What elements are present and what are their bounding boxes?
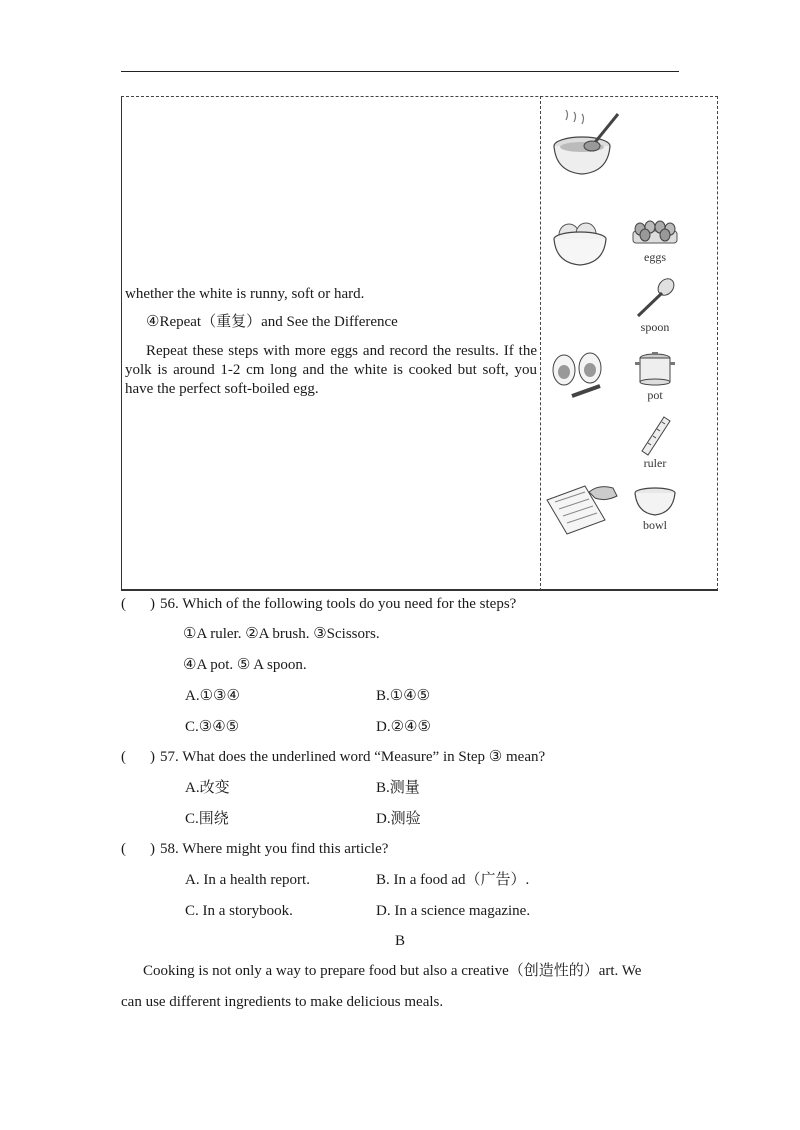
- q57-option-a[interactable]: A.改变: [185, 780, 230, 796]
- section-b-line1: Cooking is not only a way to prepare food but also a creative（创造性的）art. We: [143, 963, 642, 979]
- section-b-line2: can use different ingredients to make delicious meals.: [121, 994, 444, 1010]
- box-top-dashed-border: [121, 96, 718, 97]
- q57-answer-paren-close: ): [150, 749, 155, 765]
- step4-heading: ④Repeat（重复）and See the Difference: [146, 314, 398, 330]
- pot-label: pot: [647, 388, 663, 402]
- q57-stem: 57. What does the underlined word “Measure” in Step ③ mean?: [160, 749, 546, 765]
- q56-option-a[interactable]: A.①③④: [185, 688, 240, 704]
- q58-answer-paren-open: (: [121, 841, 126, 857]
- eggs-label: eggs: [644, 250, 666, 264]
- box-bottom-border: [121, 590, 718, 591]
- bowl-icon: [632, 486, 678, 518]
- q56-option-b[interactable]: B.①④⑤: [376, 688, 431, 704]
- q58-stem: 58. Where might you find this article?: [160, 841, 389, 857]
- spoon-label: spoon: [640, 320, 670, 334]
- passage-line: whether the white is runny, soft or hard.: [125, 286, 365, 302]
- q58-option-d[interactable]: D. In a science magazine.: [376, 903, 531, 919]
- q57-option-c[interactable]: C.围绕: [185, 811, 229, 827]
- q58-option-c[interactable]: C. In a storybook.: [185, 903, 293, 919]
- q56-answer-paren-open: (: [121, 596, 126, 612]
- header-rule: [121, 71, 679, 72]
- ruler-label: ruler: [643, 456, 667, 470]
- bowl-of-eggs-icon: [552, 215, 608, 267]
- q56-stem: 56. Which of the following tools do you need for the steps?: [160, 596, 517, 612]
- step4-body: Repeat these steps with more eggs and record the results. If the yolk is around 1-2 cm long and the white is cooked but soft, you have the perfect soft-boiled egg.: [125, 343, 537, 397]
- q56-answer-paren-close: ): [150, 596, 155, 612]
- q57-option-d[interactable]: D.测验: [376, 811, 421, 827]
- q58-option-b[interactable]: B. In a food ad（广告）.: [376, 872, 530, 888]
- q56-tool-list-1: ①A ruler. ②A brush. ③Scissors.: [183, 626, 380, 642]
- bowl-label: bowl: [643, 518, 667, 532]
- box-divider-dashed: [540, 96, 541, 591]
- q58-answer-paren-close: ): [150, 841, 155, 857]
- soup-pot-spoon-icon: [552, 110, 622, 178]
- section-b-label: B: [395, 933, 406, 949]
- q58-option-a[interactable]: A. In a health report.: [185, 872, 310, 888]
- q56-tool-list-2: ④A pot. ⑤ A spoon.: [183, 657, 307, 673]
- box-right-dashed-border: [717, 96, 718, 591]
- notebook-writing-icon: [545, 480, 621, 536]
- spoon-icon: [632, 278, 678, 318]
- eggs-carton-icon: [630, 215, 680, 247]
- q57-option-b[interactable]: B.测量: [376, 780, 420, 796]
- ruler-icon: [640, 416, 672, 456]
- q57-answer-paren-open: (: [121, 749, 126, 765]
- pot-icon: [634, 350, 676, 386]
- q56-option-d[interactable]: D.②④⑤: [376, 719, 431, 735]
- q56-option-c[interactable]: C.③④⑤: [185, 719, 240, 735]
- halved-eggs-ruler-icon: [550, 350, 606, 402]
